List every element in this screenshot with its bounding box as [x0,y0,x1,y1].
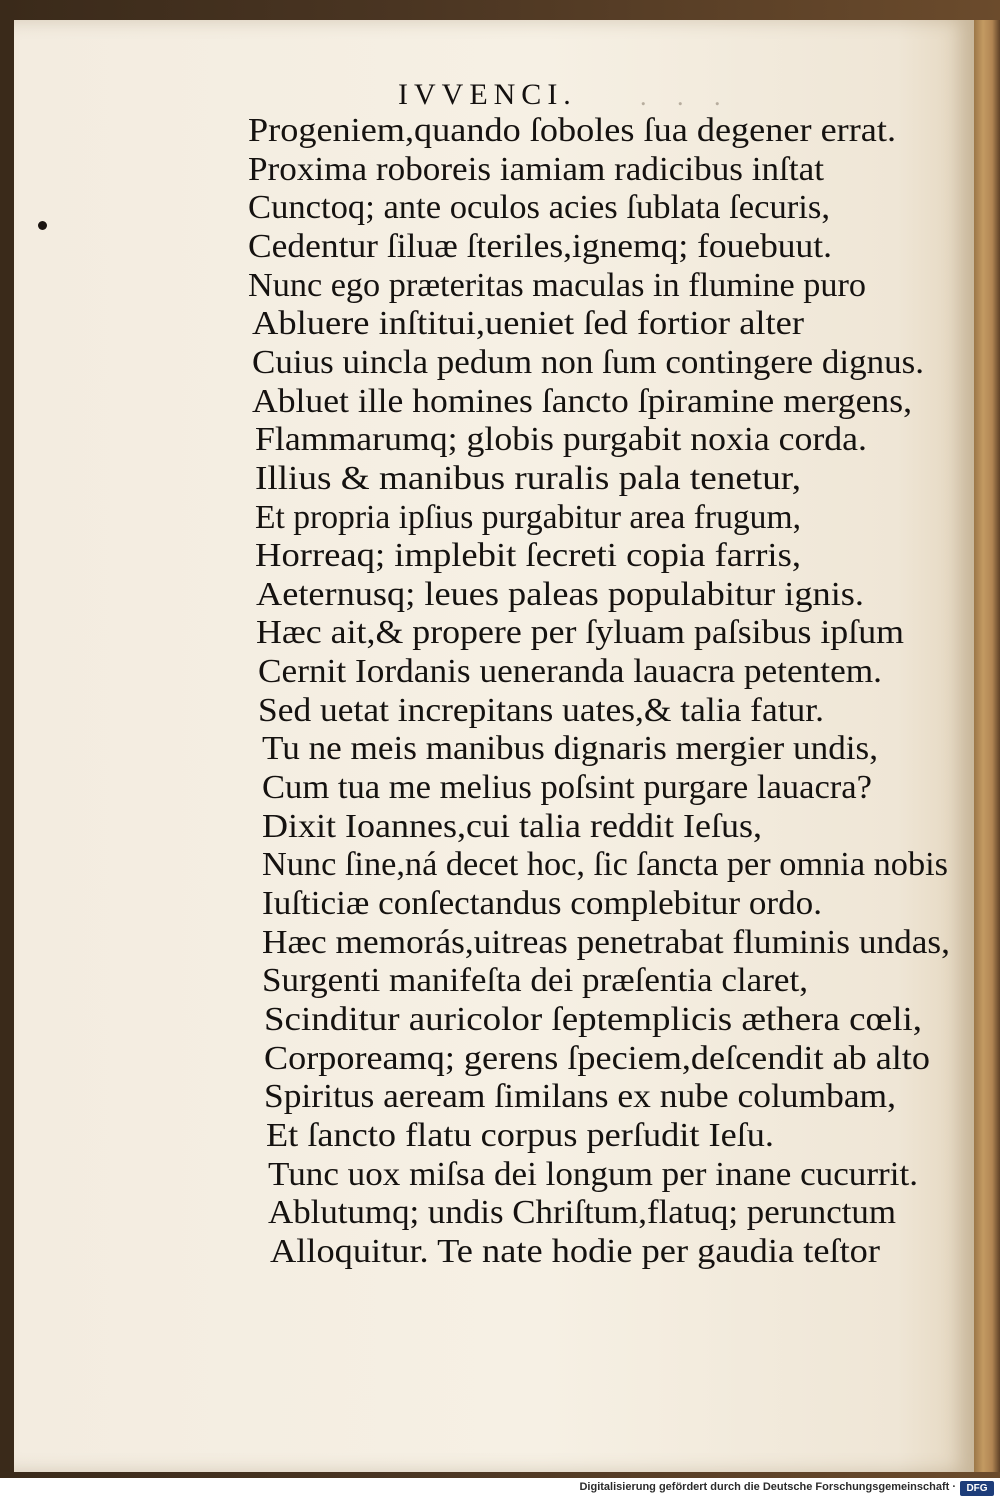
verse-line: Ablutumq; undis Chriſtum,flatuq; perunctum [268,1194,896,1231]
verse-line: Hæc memorás,uitreas penetrabat fluminis undas, [262,924,950,961]
verse-line: Illius & manibus ruralis pala tenetur, [255,460,801,497]
verse-line: Iuſticiæ conſectandus complebitur ordo. [262,885,822,922]
verse-line: Abluet ille homines ſancto ſpiramine mergens, [252,383,912,420]
verse-line: Scinditur auricolor ſeptemplicis æthera cœli, [264,1001,922,1038]
verse-line: Tu ne meis manibus dignaris mergier undis, [262,730,879,767]
verse-line: Cunctoq; ante oculos acies ſublata ſecuris, [248,189,830,226]
verse-line: Horreaq; implebit ſecreti copia farris, [255,537,801,574]
verse-line: Spiritus aeream ſimilans ex nube columbam, [264,1078,896,1115]
verse-line: Cuius uincla pedum non ſum contingere dignus. [252,344,924,381]
verse-line: Alloquitur. Te nate hodie per gaudia teſtor [270,1233,880,1270]
verse-line: Nunc ſine,ná decet hoc, ſic ſancta per omnia nobis [262,846,948,883]
verse-line: Nunc ego præteritas maculas in flumine puro [248,267,866,304]
page-edge [974,20,1000,1472]
verse-line: Cernit Iordanis ueneranda lauacra petentem. [258,653,882,690]
verse-line: Dixit Ioannes,cui talia reddit Ieſus, [262,808,762,845]
verse-line: Corporeamq; gerens ſpeciem,deſcendit ab alto [264,1040,930,1077]
verse-line: Tunc uox miſsa dei longum per inane cucurrit. [268,1156,918,1193]
verse-line: Abluere inſtitui,ueniet ſed fortior alter [252,305,804,342]
verse-line: Proxima roboreis iamiam radicibus inſtat [248,151,824,188]
footer-credit: Digitalisierung gefördert durch die Deutsche Forschungsgemeinschaft · [579,1481,956,1493]
ink-dot [38,221,47,230]
dfg-logo-icon: DFG [960,1481,994,1496]
footer-bar [0,1478,1000,1499]
verse-line: Aeternusq; leues paleas populabitur ignis. [256,576,865,613]
verse-line: Et propria ipſius purgabitur area frugum, [255,499,801,536]
verse-line: Progeniem,quando ſoboles ſua degener errat. [248,112,896,149]
verse-line: Sed uetat increpitans uates,& talia fatur. [258,692,824,729]
verse-line: Et ſancto flatu corpus perſudit Ieſu. [266,1117,774,1154]
verse-line: Surgenti manifeſta dei præſentia claret, [262,962,808,999]
verse-line: Flammarumq; globis purgabit noxia corda. [255,421,867,458]
verse-line: Cum tua me melius poſsint purgare lauacra? [262,769,872,806]
verse-line: Hæc ait,& propere per ſyluam paſsibus ipſum [256,614,904,651]
verse-line: Cedentur ſiluæ ſteriles,ignemq; fouebuut. [248,228,832,265]
header-ornament: . . . [640,82,733,111]
running-head: IVVENCI. [398,78,577,111]
